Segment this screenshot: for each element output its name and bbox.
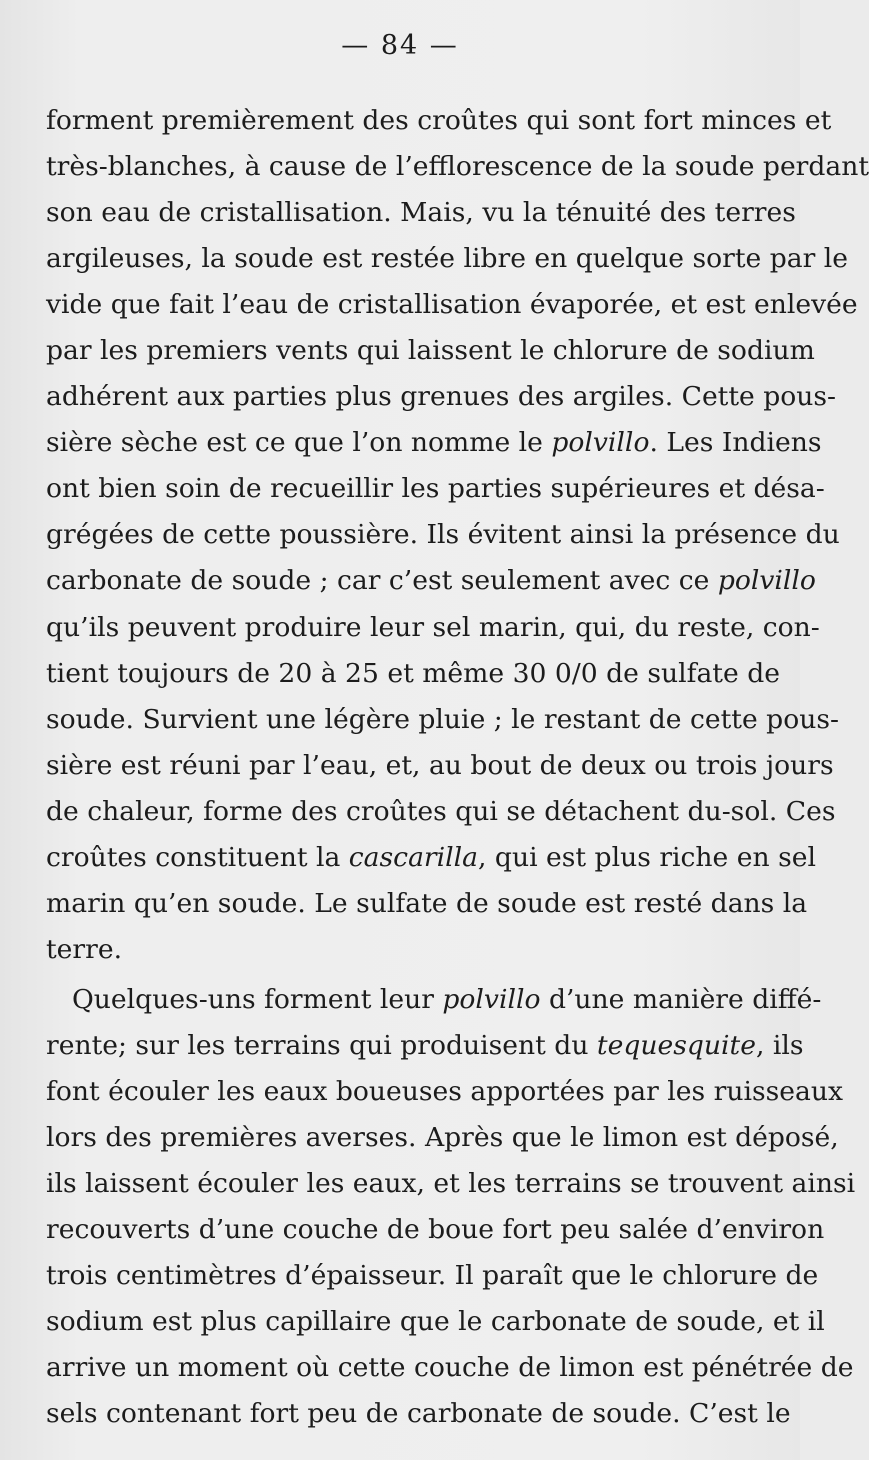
text-line xyxy=(46,466,825,512)
text-line xyxy=(46,1069,843,1115)
text-line xyxy=(46,190,796,236)
page-number: — 84 — xyxy=(341,30,459,61)
text-line xyxy=(46,977,822,1023)
text-segment: arrive un moment où cette couche de limon est pénétrée de xyxy=(46,1352,854,1384)
text-segment: trois centimètres d’épaisseur. Il paraît que le chlorure de xyxy=(46,1260,819,1292)
text-segment: de chaleur, forme des croûtes qui se détachent du-sol. Ces xyxy=(46,795,836,827)
text-segment: carbonate de soude ; car c’est seulement avec ce xyxy=(46,565,718,597)
text-segment: croûtes constituent la xyxy=(46,841,349,873)
text-segment: vide que fait l’eau de cristallisation évaporée, et est enlevée xyxy=(46,289,858,321)
italic-term: tequesquite xyxy=(596,1029,756,1061)
italic-term: polvillo xyxy=(717,565,816,597)
text-segment: très-blanches, à cause de l’efflorescence de la soude perdant xyxy=(46,151,869,183)
text-line xyxy=(46,1207,825,1253)
text-line xyxy=(46,605,820,651)
text-segment: ils laissent écouler les eaux, et les terrains se trouvent ainsi xyxy=(46,1168,856,1200)
text-segment: forment premièrement des croûtes qui sont fort minces et xyxy=(46,105,832,136)
text-segment: adhérent aux parties plus grenues des argiles. Cette pous- xyxy=(46,381,837,413)
text-segment: rente; sur les terrains qui produisent du xyxy=(46,1029,597,1061)
text-line xyxy=(46,236,848,282)
text-segment: ont bien soin de recueillir les parties supérieures et désa- xyxy=(46,473,825,505)
text-segment: son eau de cristallisation. Mais, vu la ténuité des terres xyxy=(46,197,796,229)
text-segment: , qui est plus riche en sel xyxy=(478,841,816,873)
text-segment: tient toujours de 20 à 25 et même 30 0/0 de sulfate de xyxy=(46,657,780,689)
text-segment: Quelques-uns forment leur xyxy=(72,983,443,1015)
text-segment: sels contenant fort peu de carbonate de soude. C’est le xyxy=(46,1398,791,1430)
text-segment: par les premiers vents qui laissent le chlorure de sodium xyxy=(46,335,815,367)
text-line xyxy=(46,512,840,558)
text-line xyxy=(46,789,836,835)
body-text xyxy=(46,98,869,1437)
text-line xyxy=(46,144,869,190)
text-segment: marin qu’en soude. Le sulfate de soude est resté dans la xyxy=(46,887,808,919)
text-line xyxy=(46,420,822,466)
text-line xyxy=(46,282,858,328)
text-segment: , ils xyxy=(755,1029,804,1061)
text-segment: font écouler les eaux boueuses apportées par les ruisseaux xyxy=(46,1075,843,1107)
text-line xyxy=(46,697,839,743)
text-line xyxy=(46,558,816,604)
text-segment: lors des premières averses. Après que le limon est déposé, xyxy=(46,1122,839,1154)
text-line xyxy=(46,374,837,420)
text-line xyxy=(46,1345,854,1391)
italic-term: polvillo xyxy=(551,427,650,459)
text-segment: sière est réuni par l’eau, et, au bout de deux ou trois jours xyxy=(46,749,834,781)
text-line xyxy=(46,98,832,144)
text-segment: sière sèche est ce que l’on nomme le xyxy=(46,427,552,459)
text-line xyxy=(46,651,780,697)
text-line xyxy=(46,743,834,789)
text-segment: terre. xyxy=(46,933,123,965)
text-line xyxy=(46,328,815,374)
text-line xyxy=(46,927,760,973)
text-segment: d’une manière diffé- xyxy=(540,983,822,1015)
text-segment: sodium est plus capillaire que le carbonate de soude, et il xyxy=(46,1306,825,1338)
text-line xyxy=(46,1161,856,1207)
italic-term: cascarilla xyxy=(348,841,479,873)
text-segment: . Les Indiens xyxy=(649,427,822,459)
text-line xyxy=(46,1299,825,1345)
italic-term: polvillo xyxy=(442,983,541,1015)
paragraph xyxy=(46,98,869,973)
text-segment: qu’ils peuvent produire leur sel marin, qui, du reste, con- xyxy=(46,611,820,643)
text-segment: recouverts d’une couche de boue fort peu salée d’environ xyxy=(46,1214,825,1246)
text-line xyxy=(46,1023,804,1069)
text-line xyxy=(46,1253,819,1299)
text-segment: grégées de cette poussière. Ils évitent ainsi la présence du xyxy=(46,519,840,551)
text-line xyxy=(46,881,808,927)
text-segment: soude. Survient une légère pluie ; le restant de cette pous- xyxy=(46,703,839,735)
text-line xyxy=(46,1391,791,1437)
text-line xyxy=(46,835,816,881)
paragraph xyxy=(46,977,856,1437)
text-segment: argileuses, la soude est restée libre en quelque sorte par le xyxy=(46,243,848,275)
text-line xyxy=(46,1115,839,1161)
